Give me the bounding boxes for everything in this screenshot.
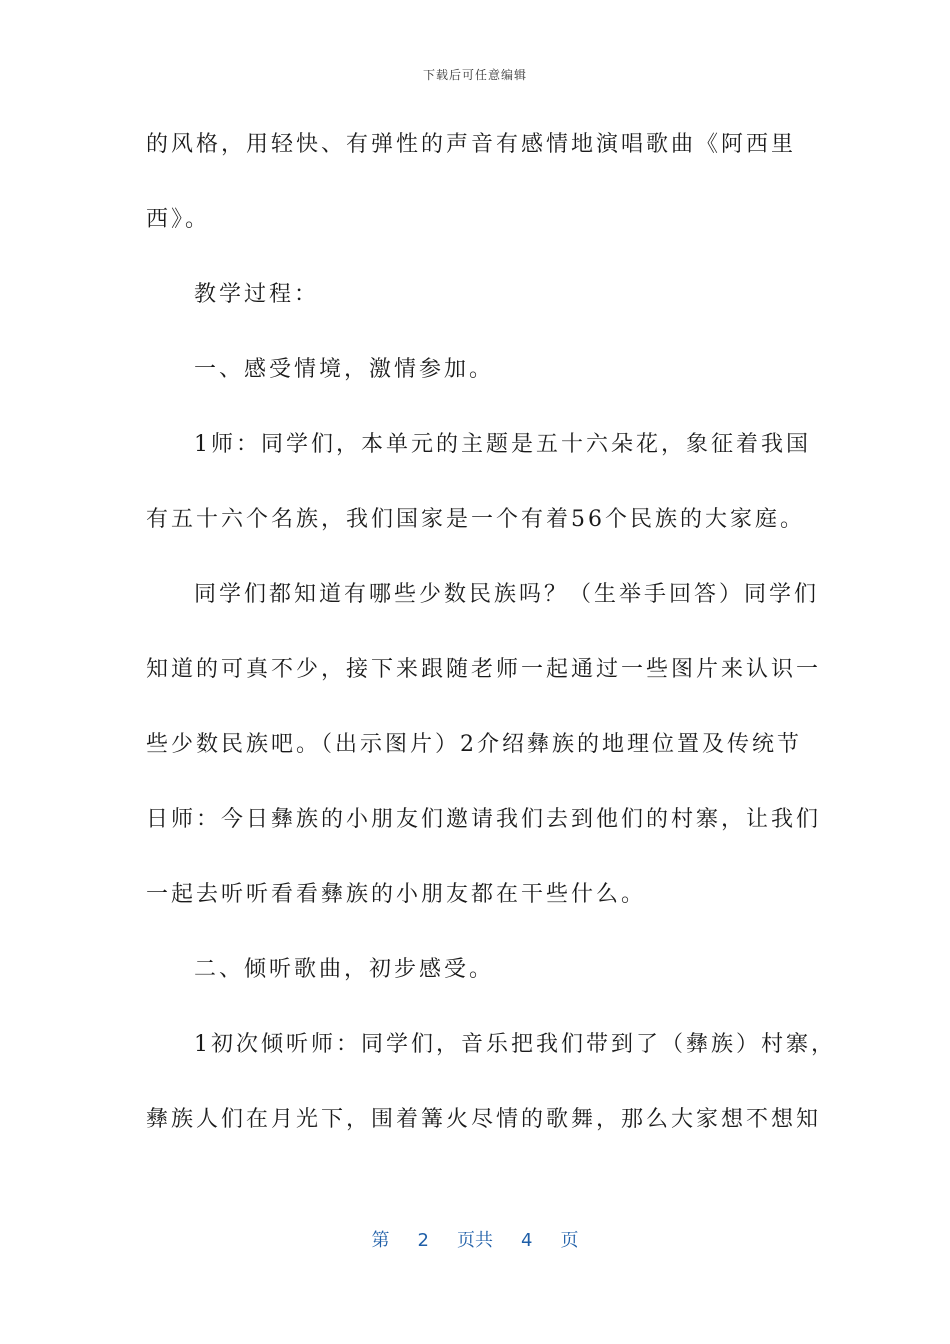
text-line-3: 教学过程： xyxy=(194,282,320,307)
text-line-14: 彝族人们在月光下，围着篝火尽情的歌舞，那么大家想不想知 xyxy=(146,1107,822,1132)
text-line-4: 一、感受情境，激情参加。 xyxy=(194,357,495,382)
footer-current-page: 2 xyxy=(417,1230,429,1251)
text-line-6: 有五十六个名族，我们国家是一个有着56个民族的大家庭。 xyxy=(146,507,805,532)
page-header: 下载后可任意编辑 xyxy=(422,68,527,82)
text-line-2: 西》。 xyxy=(146,207,211,232)
text-line-12: 二、倾听歌曲，初步感受。 xyxy=(194,957,495,982)
text-line-9: 些少数民族吧。（出示图片）2介绍彝族的地理位置及传统节 xyxy=(146,732,802,757)
page-footer xyxy=(0,1226,950,1252)
text-line-13: 1初次倾听师：同学们，音乐把我们带到了（彝族）村寨， xyxy=(194,1032,836,1057)
text-line-11: 一起去听听看看彝族的小朋友都在干些什么。 xyxy=(146,882,647,907)
footer-suffix: 页 xyxy=(560,1230,579,1251)
footer-mid: 页共 xyxy=(457,1230,493,1251)
text-line-10: 日师：今日彝族的小朋友们邀请我们去到他们的村寨，让我们 xyxy=(146,807,822,832)
text-line-8: 知道的可真不少，接下来跟随老师一起通过一些图片来认识一 xyxy=(146,657,822,682)
text-line-5: 1师：同学们，本单元的主题是五十六朵花，象征着我国 xyxy=(194,432,811,457)
footer-prefix: 第 xyxy=(371,1230,390,1251)
text-line-1: 的风格，用轻快、有弹性的声音有感情地演唱歌曲《阿西里 xyxy=(146,132,797,157)
footer-total-pages: 4 xyxy=(521,1230,533,1251)
text-line-7: 同学们都知道有哪些少数民族吗？（生举手回答）同学们 xyxy=(194,582,820,607)
